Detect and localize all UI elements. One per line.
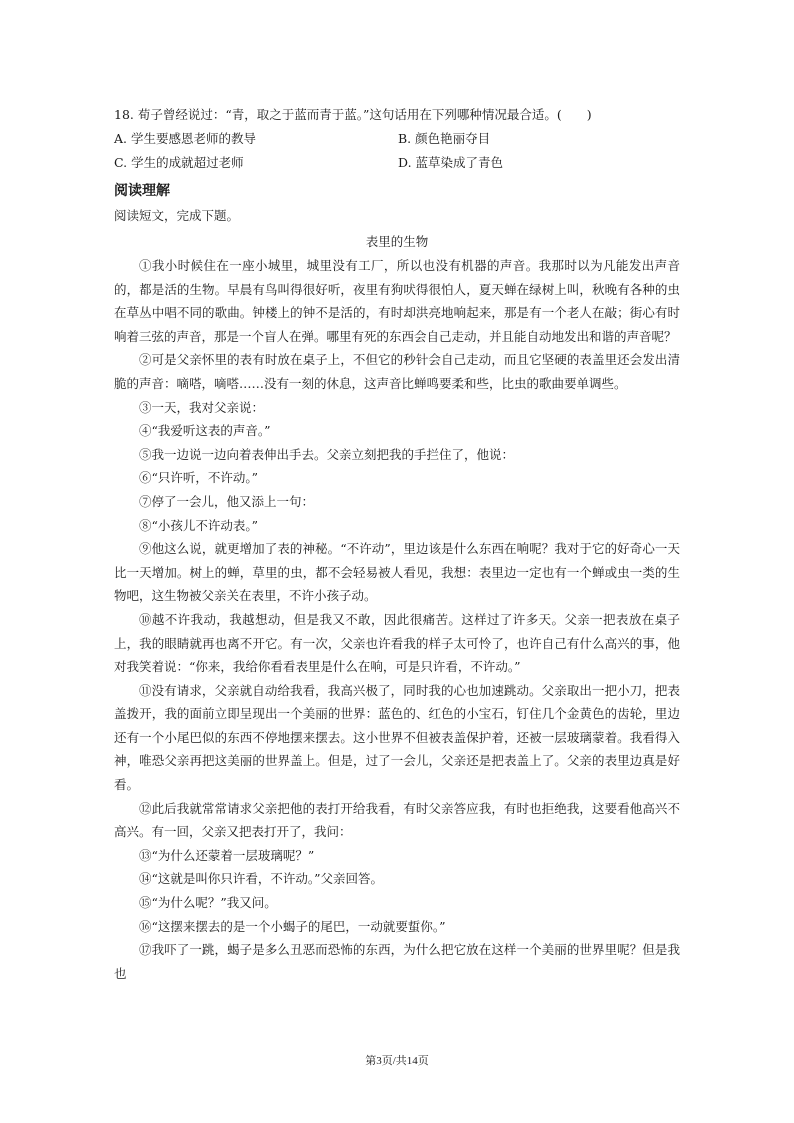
option-b: B. 颜色艳丽夺目 [398, 131, 491, 146]
article-title: 表里的生物 [365, 234, 429, 249]
paragraph-10: ⑩越不许我动，我越想动，但是我又不敢，因此很痛苦。这样过了许多天。父亲一把表放在桌子上，我的眼睛就再也离不开它。有一次，父亲也许看我的样子太可怜了，也许自己有什么高兴的事，他对我笑着说：“你来，我给你看看表里是什么在响，可是只许看，不许动。” [114, 611, 680, 675]
page-number: 第3页/共14页 [365, 1055, 429, 1067]
paragraph-9: ⑨他这么说，就更增加了表的神秘。“不许动”，里边该是什么东西在响呢？我对于它的好奇心一天比一天增加。树上的蝉，草里的虫，都不会轻易被人看见，我想：表里边一定也有一个蝉或虫一类的生物吧，这生物被父亲关在表里，不许小孩子动。 [114, 541, 680, 604]
paragraph-14: ⑭“这就是叫你只许看，不许动。”父亲回答。 [139, 871, 384, 887]
paragraph-4: ④“我爱听这表的声音。” [139, 423, 271, 439]
paragraph-6: ⑥“只许听，不许动。” [139, 470, 259, 486]
paragraph-8: ⑧“小孩儿不许动表。” [139, 517, 259, 533]
section-heading: 阅读理解 [114, 183, 170, 199]
article-body [114, 254, 680, 985]
section-instruction: 阅读短文，完成下题。 [114, 208, 240, 223]
question-18: 18. 荀子曾经说过：“青，取之于蓝而青于蓝。”这句话用在下列哪种情况最合适。( ) [114, 107, 592, 122]
option-c: C. 学生的成就超过老师 [114, 155, 244, 170]
paragraph-7: ⑦停了一会儿，他又添上一句： [139, 493, 315, 509]
paragraph-15: ⑮“为什么呢？”我又问。 [139, 895, 277, 911]
paragraph-1: ①我小时候住在一座小城里，城里没有工厂，所以也没有机器的声音。我那时以为凡能发出声音的，都是活的生物。早晨有鸟叫得很好听，夜里有狗吠得很怕人，夏天蝉在绿树上叫，秋晚有各种的虫在草丛中唱不同的歌曲。钟楼上的钟不是活的，有时却洪亮地响起来，那是有一个老人在敲；街心有时响着三弦的声音，那是一个盲人在弹。哪里有死的东西会自己走动，并且能自动地发出和谐的声音呢？ [114, 258, 680, 344]
paragraph-12: ⑫此后我就常常请求父亲把他的表打开给我看，有时父亲答应我，有时也拒绝我，这要看他高兴不高兴。有一回，父亲又把表打开了，我问： [114, 800, 680, 840]
paragraph-5: ⑤我一边说一边向着表伸出手去。父亲立刻把我的手拦住了，他说： [139, 446, 515, 462]
option-a: A. 学生要感恩老师的教导 [114, 131, 256, 146]
paragraph-3: ③一天，我对父亲说： [139, 399, 265, 415]
paragraph-16: ⑯“这摆来摆去的是一个小蝎子的尾巴，一动就要蜇你。” [139, 918, 446, 934]
option-d: D. 蓝草染成了青色 [398, 155, 504, 170]
paragraph-17: ⑰我吓了一跳，蝎子是多么丑恶而恐怖的东西，为什么把它放在这样一个美丽的世界里呢？但是我也 [114, 942, 680, 981]
paragraph-2: ②可是父亲怀里的表有时放在桌子上，不但它的秒针会自己走动，而且它坚硬的表盖里还会发出清脆的声音：嘀嗒，嘀嗒……没有一刻的休息，这声音比蝉鸣要柔和些，比虫的歌曲要单调些。 [114, 352, 680, 391]
paragraph-13: ⑬“为什么还蒙着一层玻璃呢？” [139, 847, 315, 863]
paragraph-11: ⑪没有请求，父亲就自动给我看，我高兴极了，同时我的心也加速跳动。父亲取出一把小刀，把表盖拨开，我的面前立即呈现出一个美丽的世界：蓝色的、红色的小宝石，钉住几个金黄色的齿轮，里边还有一个小尾巴似的东西不停地摆来摆去。这小世界不但被表盖保护着，还被一层玻璃蒙着。我看得入神，唯恐父亲再把这美丽的世界盖上。但是，过了一会儿，父亲还是把表盖上了。父亲的表里边真是好看。 [114, 682, 680, 793]
